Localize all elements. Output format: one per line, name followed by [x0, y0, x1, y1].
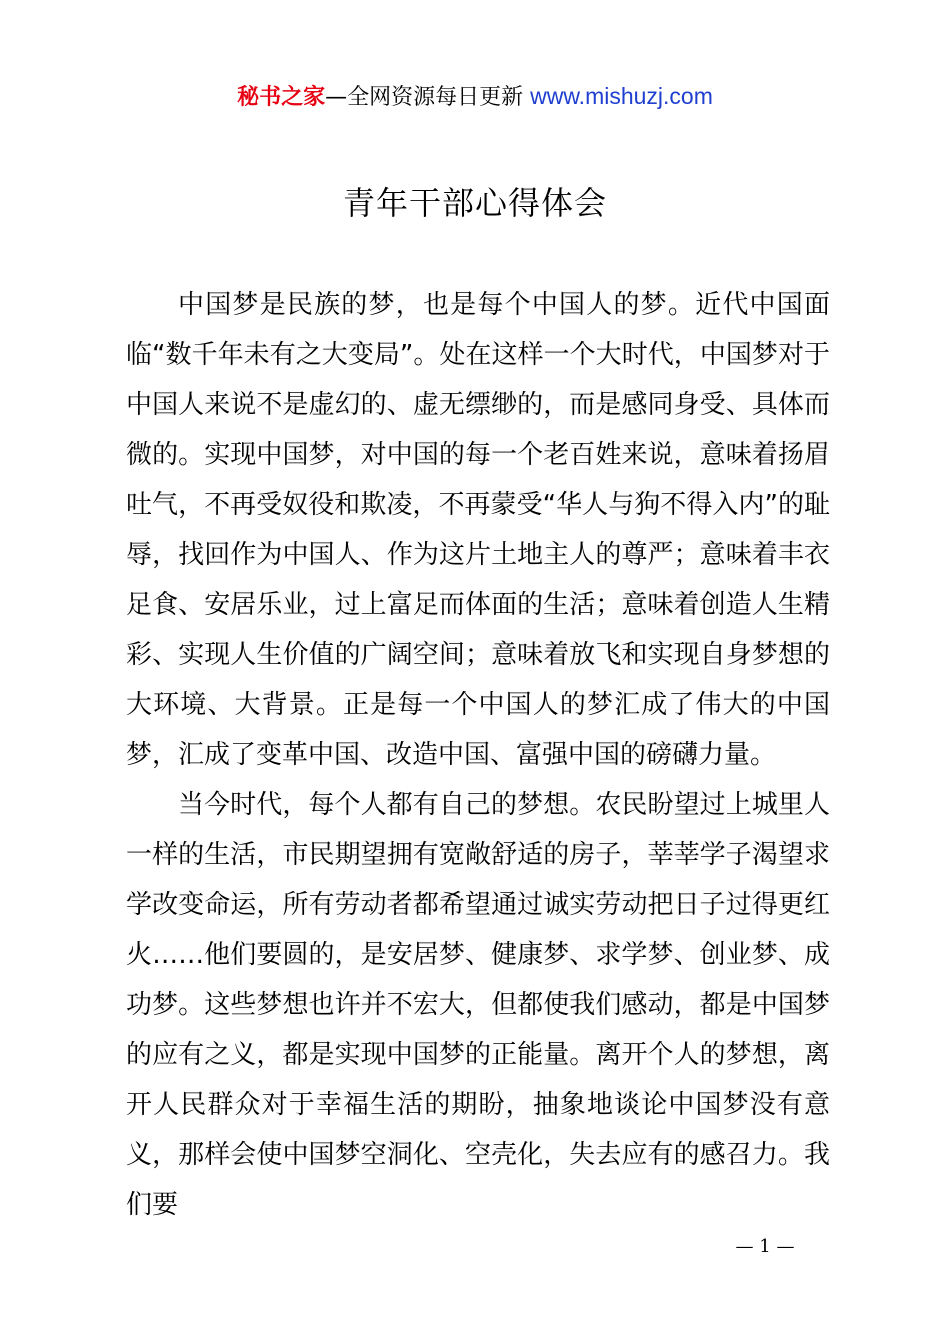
site-url-link[interactable]: www.mishuzj.com: [530, 83, 713, 109]
site-tagline: —全网资源每日更新: [325, 85, 531, 110]
paragraph-1: 中国梦是民族的梦，也是每个中国人的梦。近代中国面临“数千年未有之大变局”。处在这样一个大时代，中国梦对于中国人来说不是虚幻的、虚无缥缈的，而是感同身受、具体而微的。实现中国梦，对中国的每一个老百姓来说，意味着扬眉吐气，不再受奴役和欺凌，不再蒙受“华人与狗不得入内”的耻辱，找回作为中国人、作为这片土地主人的尊严；意味着丰衣足食、安居乐业，过上富足而体面的生活；意味着创造人生精彩、实现人生价值的广阔空间；意味着放飞和实现自身梦想的大环境、大背景。正是每一个中国人的梦汇成了伟大的中国梦，汇成了变革中国、改造中国、富强中国的磅礴力量。: [126, 290, 830, 770]
page-number: — 1 —: [735, 1236, 795, 1257]
site-brand: 秘书之家: [237, 85, 326, 110]
document-body: [126, 280, 830, 1230]
paragraph-2: 当今时代，每个人都有自己的梦想。农民盼望过上城里人一样的生活，市民期望拥有宽敞舒适的房子，莘莘学子渴望求学改变命运，所有劳动者都希望通过诚实劳动把日子过得更红火……他们要圆的，是安居梦、健康梦、求学梦、创业梦、成功梦。这些梦想也许并不宏大，但都使我们感动，都是中国梦的应有之义，都是实现中国梦的正能量。离开个人的梦想，离开人民群众对于幸福生活的期盼，抽象地谈论中国梦没有意义，那样会使中国梦空洞化、空壳化，失去应有的感召力。我们要: [126, 790, 830, 1220]
document-title: 青年干部心得体会: [342, 184, 607, 222]
site-header: [0, 80, 950, 114]
